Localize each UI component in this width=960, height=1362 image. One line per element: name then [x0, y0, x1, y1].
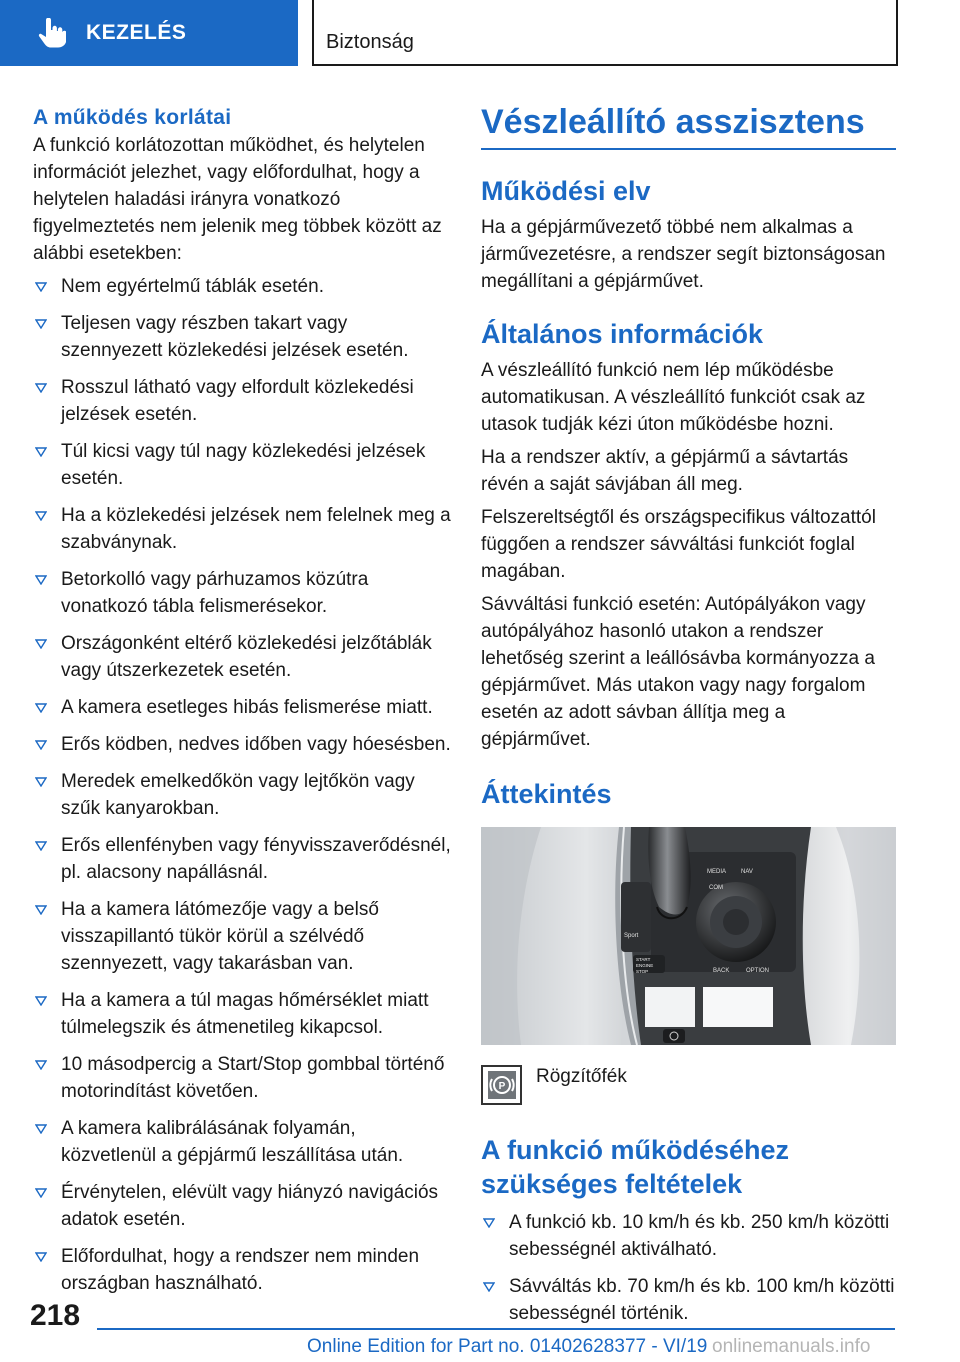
section-label: KEZELÉS: [86, 21, 187, 44]
list-item-text: Sávváltás kb. 70 km/h és kb. 100 km/h közötti sebességnél történik.: [509, 1276, 895, 1324]
list-item: [33, 1243, 451, 1297]
bullet-triangle-icon: [35, 383, 47, 393]
list-item: [33, 832, 451, 886]
page-number: 218: [30, 1299, 81, 1332]
general-paragraph: Ha a rendszer aktív, a gépjármű a sávtartás révén a saját sávjában áll meg.: [481, 447, 849, 495]
bullet-triangle-icon: [35, 841, 47, 851]
list-item-text: Teljesen vagy részben takart vagy szennyezett közlekedési jelzések esetén.: [61, 313, 409, 361]
conditions-list: [481, 1209, 896, 1327]
list-item: [33, 694, 451, 721]
list-item: [33, 1115, 451, 1169]
bullet-triangle-icon: [35, 703, 47, 713]
bullet-triangle-icon: [35, 447, 47, 457]
list-item: [33, 731, 451, 758]
list-item: [33, 438, 451, 492]
general-paragraph: Felszereltségtől és országspecifikus változattól függően a rendszer sávváltási funkciót foglal magában.: [481, 507, 876, 582]
list-item: [33, 566, 451, 620]
general-paragraph: A vészleállító funkció nem lép működésbe automatikusan. A vészleállító funkciót csak az utasok tudják kézi úton működésbe hozni.: [481, 360, 866, 435]
list-item-text: Ha a kamera a túl magas hőmérséklet miatt túlmelegszik és átmenetileg kikapcsol.: [61, 990, 429, 1038]
list-item-text: Érvénytelen, elévült vagy hiányzó navigációs adatok esetén.: [61, 1182, 439, 1230]
center-console-photo: [481, 827, 896, 1045]
conditions-heading: A funkció működéséhez szükséges feltételek: [481, 1135, 790, 1199]
nav-button-label: NAV: [741, 869, 753, 875]
list-item: [33, 273, 451, 300]
parking-brake-icon: [487, 1070, 517, 1100]
bullet-triangle-icon: [35, 1188, 47, 1198]
list-item-text: Erős ködben, nedves időben vagy hóesésben.: [61, 734, 451, 755]
overview-heading: Áttekintés: [481, 779, 612, 809]
list-item-text: Meredek emelkedőkön vagy lejtőkön vagy szűk kanyarokban.: [61, 771, 415, 819]
engine-label: ENGINE: [636, 963, 654, 968]
limitations-section: [33, 104, 451, 1307]
parking-brake-caption: Rögzítőfék: [536, 1066, 627, 1087]
list-item-text: Ha a kamera látómezője vagy a belső visszapillantó tükör körül a szélvédő szennyezett, vagy takarásban van.: [61, 899, 379, 974]
bullet-triangle-icon: [35, 905, 47, 915]
list-item-text: Országonként eltérő közlekedési jelzőtáblák vagy útszerkezetek esetén.: [61, 633, 432, 681]
footer-divider: [97, 1328, 895, 1330]
legend-row: [481, 1065, 896, 1105]
list-item-text: Erős ellenfényben vagy fényvisszaverődésnél, pl. alacsony napállásnál.: [61, 835, 451, 883]
list-item: [33, 502, 451, 556]
general-paragraph: Sávváltási funkció esetén: Autópályákon vagy autópályához hasonló utakon a rendszer lehetőség szerint a leállósávba kormányozza a gépjárművet. Más utakon vagy nagy forgalom esetén az adott sávban állítja meg a gépjárművet.: [481, 594, 875, 750]
chapter-header: [312, 0, 898, 66]
start-label: START: [636, 957, 651, 962]
list-item: [33, 1179, 451, 1233]
list-item: [33, 768, 451, 822]
parking-brake-icon-box: [481, 1065, 522, 1105]
list-item: [33, 310, 451, 364]
list-item: [33, 896, 451, 977]
watermark: onlinemanuals.info: [712, 1336, 871, 1357]
bullet-triangle-icon: [35, 282, 47, 292]
bullet-triangle-icon: [35, 777, 47, 787]
bullet-triangle-icon: [35, 639, 47, 649]
sport-mode-label: Sport: [624, 933, 639, 939]
section-tab[interactable]: [0, 0, 298, 66]
bullet-triangle-icon: [35, 319, 47, 329]
title-divider: [481, 148, 896, 150]
list-item-text: Rosszul látható vagy elfordult közlekedési jelzések esetén.: [61, 377, 414, 425]
list-item: [33, 374, 451, 428]
list-item-text: A funkció kb. 10 km/h és kb. 250 km/h közötti sebességnél aktiválható.: [509, 1212, 890, 1260]
com-button-label: COM: [709, 885, 723, 891]
list-item: [33, 630, 451, 684]
emergency-stop-section: [481, 102, 896, 1337]
bullet-triangle-icon: [35, 1124, 47, 1134]
general-heading: Általános információk: [481, 319, 764, 349]
list-item-text: A kamera kalibrálásának folyamán, közvetlenül a gépjármű leszállítása után.: [61, 1118, 404, 1166]
bullet-triangle-icon: [483, 1218, 495, 1228]
list-item: [481, 1273, 896, 1327]
option-button-label: OPTION: [746, 968, 770, 974]
stop-label: STOP: [636, 969, 649, 974]
hand-pointer-icon: [38, 18, 66, 48]
list-item-text: Nem egyértelmű táblák esetén.: [61, 276, 324, 297]
list-item: [33, 1051, 451, 1105]
bullet-triangle-icon: [35, 740, 47, 750]
limitations-heading: A működés korlátai: [33, 106, 232, 129]
list-item-text: Előfordulhat, hogy a rendszer nem minden országban használható.: [61, 1246, 420, 1294]
list-item-text: A kamera esetleges hibás felismerése miatt.: [61, 697, 433, 718]
list-item-text: Betorkolló vagy párhuzamos közútra vonatkozó tábla felismerésekor.: [61, 569, 369, 617]
page-title: Vészleállító asszisztens: [481, 103, 865, 141]
edition-text: Online Edition for Part no. 01402628377 - VI/19: [307, 1336, 708, 1357]
bullet-triangle-icon: [35, 1252, 47, 1262]
principle-heading: Működési elv: [481, 176, 651, 206]
back-button-label: BACK: [713, 968, 730, 974]
list-item-text: Túl kicsi vagy túl nagy közlekedési jelzések esetén.: [61, 441, 426, 489]
list-item: [33, 987, 451, 1041]
principle-text: Ha a gépjárművezető többé nem alkalmas a járművezetésre, a rendszer segít biztonságosan megállítani a gépjárművet.: [481, 217, 886, 292]
list-item: [481, 1209, 896, 1263]
media-button-label: MEDIA: [707, 869, 727, 875]
bullet-triangle-icon: [35, 575, 47, 585]
chapter-label: Biztonság: [326, 31, 414, 53]
list-item-text: 10 másodpercig a Start/Stop gombbal történő motorindítást követően.: [61, 1054, 445, 1102]
bullet-triangle-icon: [35, 511, 47, 521]
bullet-triangle-icon: [483, 1282, 495, 1292]
list-item-text: Ha a közlekedési jelzések nem felelnek meg a szabványnak.: [61, 505, 451, 553]
center-console-illustration: [481, 827, 896, 1045]
bullet-triangle-icon: [35, 996, 47, 1006]
limitations-list: [33, 273, 451, 1297]
svg-text:P: P: [498, 1081, 505, 1092]
bullet-triangle-icon: [35, 1060, 47, 1070]
limitations-intro: A funkció korlátozottan működhet, és helytelen információt jelezhet, vagy előfordulhat, hogy a helytelen haladási irányra vonatkozó figyelmeztetés nem jelenik meg többek között az alábbi esetekben:: [33, 135, 442, 264]
